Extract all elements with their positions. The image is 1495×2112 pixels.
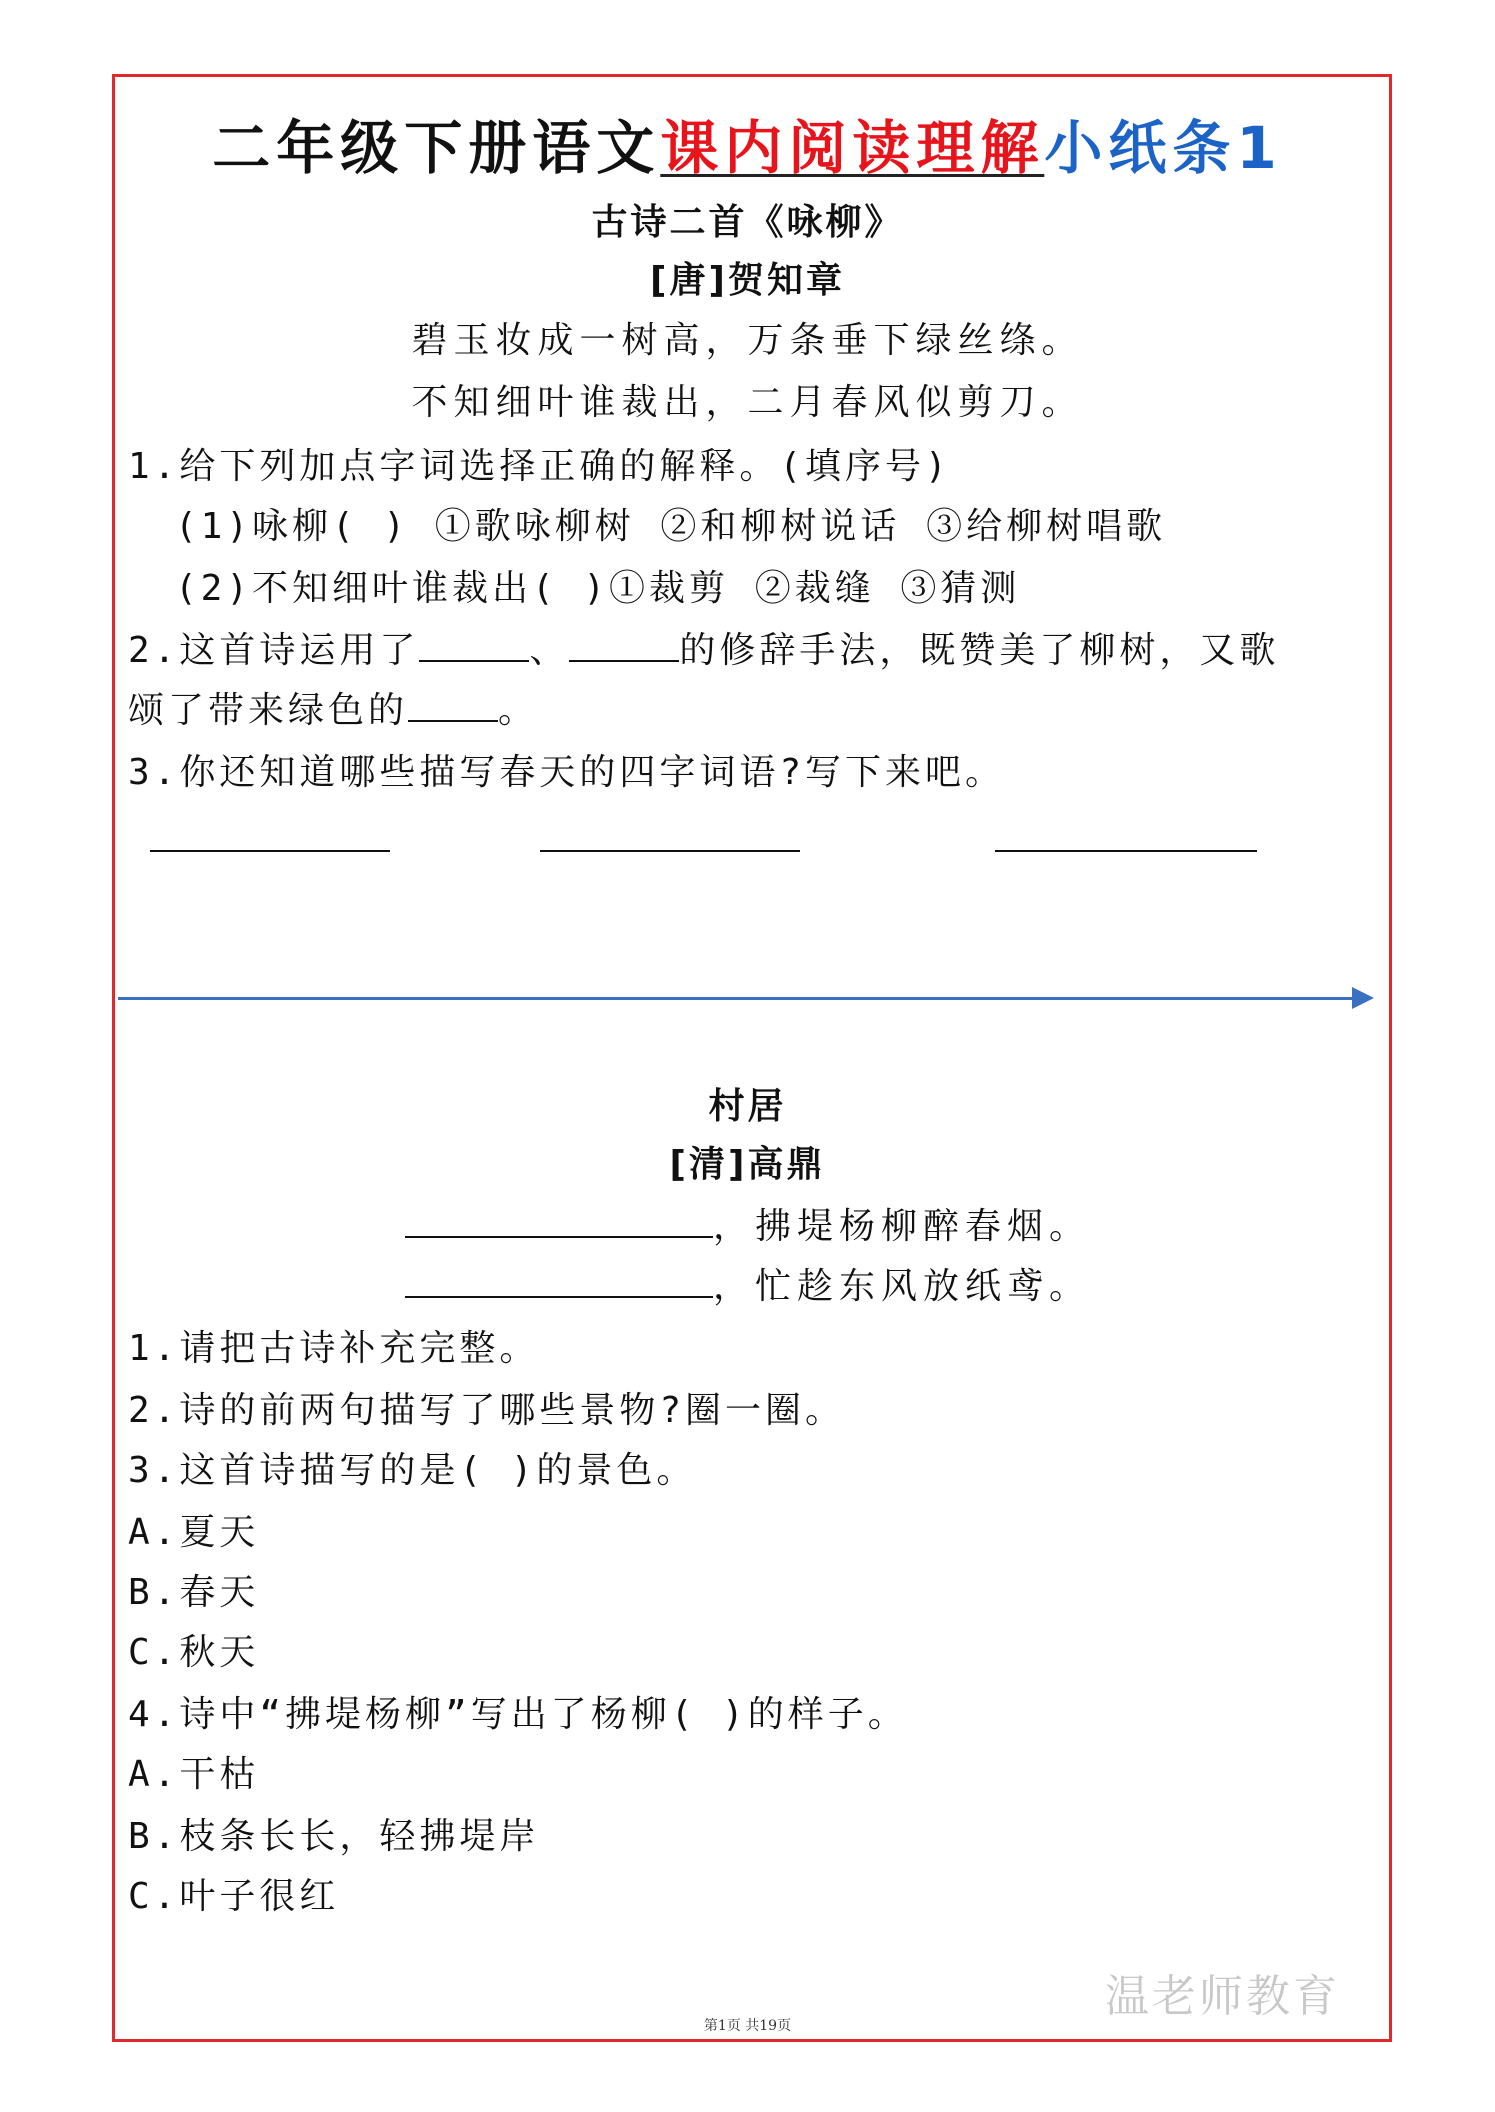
answer-line[interactable] [150,850,390,852]
q2-text-c: 的修辞手法，既赞美了柳树，又歌 [679,630,1280,671]
s1-question-3: 3.你还知道哪些描写春天的四字词语?写下来吧。 [128,752,1006,793]
s1-question-1: 1.给下列加点字词选择正确的解释。(填序号) [128,446,951,487]
s1-question-1-1: (1)咏柳( ) ①歌咏柳树 ②和柳树说话 ③给柳树唱歌 [175,506,1167,547]
poem1-author: [唐]贺知章 [650,260,845,301]
s1-question-2 [128,622,1279,673]
answer-blank[interactable] [419,630,529,662]
title-part-blue: 小纸条1 [1044,114,1283,182]
answer-blank[interactable] [408,690,498,722]
s2-q3-option-a: A.夏天 [128,1512,260,1553]
s2-question-4: 4.诗中“拂堤杨柳”写出了杨柳( )的样子。 [128,1694,908,1735]
q2-text-d: 颂了带来绿色的 [128,690,409,731]
s1-question-1-2: (2)不知细叶谁裁出( )①裁剪 ②裁缝 ③猜测 [175,568,1021,609]
answer-blank[interactable] [569,630,679,662]
poem2-line-1 [405,1198,1091,1249]
page-border [112,74,1392,2042]
s2-question-2: 2.诗的前两句描写了哪些景物?圈一圈。 [128,1390,846,1431]
arrow-right-icon [1352,987,1374,1009]
s2-q4-option-a: A.干枯 [128,1754,260,1795]
poem2-author: [清]高鼎 [669,1144,826,1185]
s2-question-3: 3.这首诗描写的是( )的景色。 [128,1450,697,1491]
answer-line[interactable] [540,850,800,852]
poem1-line-2: 不知细叶谁裁出，二月春风似剪刀。 [411,382,1084,423]
s2-q4-option-b: B.枝条长长，轻拂堤岸 [128,1816,540,1857]
title-part-red: 课内阅读理解 [660,114,1045,182]
watermark: 温老师教育 [1105,1971,1340,2022]
section-divider-arrow [118,997,1358,1000]
page-title [0,108,1495,188]
page-footer: 第1页 共19页 [703,2018,792,2034]
q2-text-e: 。 [498,690,539,731]
s2-q3-option-c: C.秋天 [128,1632,260,1673]
q2-text-a: 2.这首诗运用了 [128,630,420,671]
s1-question-2-cont [128,682,538,733]
s2-q3-option-b: B.春天 [128,1572,260,1613]
answer-line[interactable] [995,850,1257,852]
s2-question-1: 1.请把古诗补充完整。 [128,1328,540,1369]
poem-blank[interactable] [405,1206,713,1238]
poem1-line-1: 碧玉妆成一树高，万条垂下绿丝绦。 [411,320,1084,361]
poem2-line-2 [405,1258,1091,1309]
poem-blank[interactable] [405,1266,713,1298]
s2-q4-option-c: C.叶子很红 [128,1876,340,1917]
poem2-heading: 村居 [708,1086,787,1127]
poem2-line-2-text: ，忙趁东风放纸鸢。 [713,1266,1092,1307]
poem2-line-1-text: ，拂堤杨柳醉春烟。 [713,1206,1092,1247]
title-part-black: 二年级下册语文 [212,114,661,182]
q2-text-b: 、 [529,630,570,671]
poem1-heading: 古诗二首《咏柳》 [591,202,904,243]
